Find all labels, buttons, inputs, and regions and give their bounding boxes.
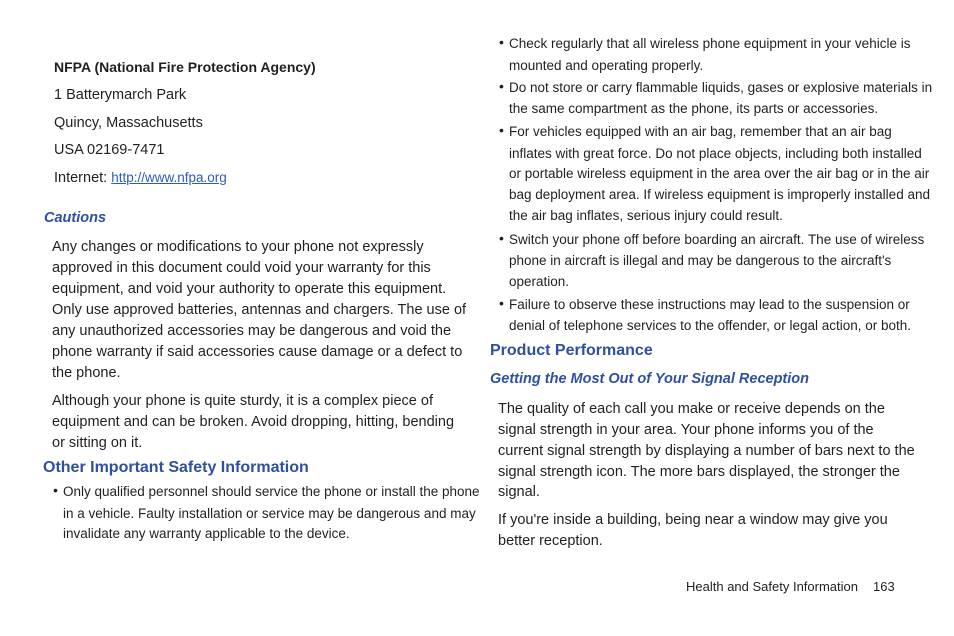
bullet-icon: • <box>499 295 504 311</box>
cautions-heading: Cautions <box>44 210 107 226</box>
text-line: signal strength icon. The more bars displayed, the stronger the <box>498 464 900 480</box>
address-org: NFPA (National Fire Protection Agency) <box>54 59 316 75</box>
text-line: or portable wireless equipment in the area over the air bag or in the air <box>509 166 930 181</box>
bullet-icon: • <box>499 78 504 94</box>
address-internet-line <box>54 168 227 188</box>
text-line: Any changes or modifications to your phone not expressly <box>52 239 424 255</box>
address-street: 1 Batterymarch Park <box>54 87 187 103</box>
text-line: equipment, and void your authority to operate this equipment. <box>52 281 447 297</box>
text-line: Only qualified personnel should service the phone or install the phone <box>63 484 480 499</box>
text-line: the phone. <box>52 365 121 381</box>
product-performance-heading: Product Performance <box>490 342 653 359</box>
text-line: phone warranty if said accessories cause damage or a defect to <box>52 344 463 360</box>
text-line: operation. <box>509 274 570 289</box>
text-line: denial of telephone services to the offender, or legal action, or both. <box>509 318 912 333</box>
text-line: The quality of each call you make or receive depends on the <box>498 401 885 417</box>
address-country-zip: USA 02169-7471 <box>54 142 165 158</box>
bullet-icon: • <box>53 482 58 498</box>
address-city: Quincy, Massachusetts <box>54 115 203 131</box>
text-line: signal. <box>498 484 540 500</box>
text-line: signal strength in your area. Your phone informs you of the <box>498 422 874 438</box>
nfpa-link[interactable]: http://www.nfpa.org <box>111 170 227 185</box>
page-number: 163 <box>873 579 895 594</box>
text-line: phone in aircraft is illegal and may be dangerous to the aircraft's <box>509 253 892 268</box>
text-line: better reception. <box>498 533 603 549</box>
text-line: the same compartment as the phone, its parts or accessories. <box>509 101 879 116</box>
text-line: approved in this document could void your warranty for this <box>52 260 431 276</box>
text-line: For vehicles equipped with an air bag, remember that an air bag <box>509 124 892 139</box>
footer-section-title: Health and Safety Information <box>686 579 858 594</box>
text-line: invalidate any warranty applicable to the device. <box>63 526 350 541</box>
signal-reception-subheading: Getting the Most Out of Your Signal Reception <box>490 371 809 387</box>
text-line: or sitting on it. <box>52 435 143 451</box>
bullet-icon: • <box>499 34 504 50</box>
text-line: Switch your phone off before boarding an aircraft. The use of wireless <box>509 232 925 247</box>
text-line: the air bag inflates, serious injury could result. <box>509 208 783 223</box>
text-line: bag deployment area. If wireless equipment is improperly installed and <box>509 187 930 202</box>
text-line: inflates with great force. Do not place objects, including both installed <box>509 146 922 161</box>
bullet-icon: • <box>499 230 504 246</box>
bullet-icon: • <box>499 122 504 138</box>
text-line: Check regularly that all wireless phone equipment in your vehicle is <box>509 36 911 51</box>
text-line: any unauthorized accessories may be dangerous and void the <box>52 323 452 339</box>
text-line: in a vehicle. Faulty installation or service may be dangerous and may <box>63 506 476 521</box>
internet-label: Internet: <box>54 170 112 186</box>
text-line: Only use approved batteries, antennas and chargers. The use of <box>52 302 467 318</box>
text-line: Failure to observe these instructions may lead to the suspension or <box>509 297 910 312</box>
text-line: Do not store or carry flammable liquids, gases or explosive materials in <box>509 80 933 95</box>
text-line: mounted and operating properly. <box>509 58 704 73</box>
text-line: Although your phone is quite sturdy, it is a complex piece of <box>52 393 433 409</box>
text-line: If you're inside a building, being near a window may give you <box>498 512 888 528</box>
text-line: current signal strength by displaying a number of bars next to the <box>498 443 915 459</box>
other-safety-heading: Other Important Safety Information <box>43 459 309 476</box>
text-line: equipment and can be broken. Avoid dropping, hitting, bending <box>52 414 455 430</box>
